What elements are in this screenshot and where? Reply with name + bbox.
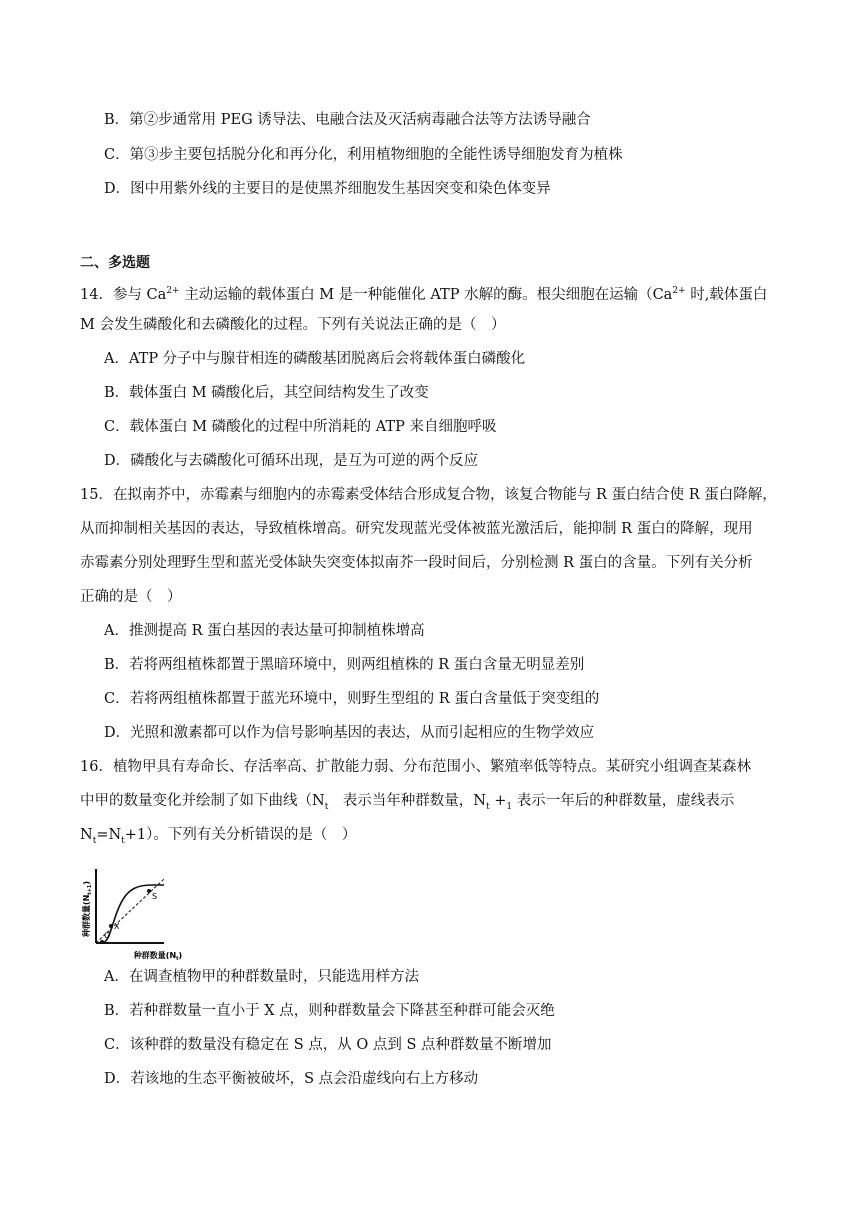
q14-text-c: 时,载体蛋白 (685, 286, 768, 303)
q16-line2-a: 中甲的数量变化并绘制了如下曲线（N (80, 793, 325, 809)
q16-line3-c: +1）。下列有关分析错误的是（ ） (124, 827, 357, 843)
q15-stem-line2: 从而抑制相关基因的表达，导致植株增高。研究发现蓝光受体被蓝光激活后，能抑制 R 蛋白的降解，现用 (80, 521, 753, 537)
q14-sup-2: 2+ (672, 286, 686, 296)
q14-stem-line1 (80, 281, 767, 305)
point-x-marker (109, 924, 113, 928)
q16-option-a: A．在调查植物甲的种群数量时，只能选用样方法 (104, 969, 419, 985)
q14-option-b: B．载体蛋白 M 磷酸化后，其空间结构发生了改变 (104, 385, 429, 401)
q16-line3-sub2: t (121, 835, 125, 846)
q14-stem-line2: M 会发生磷酸化和去磷酸化的过程。下列有关说法正确的是（ ） (80, 317, 506, 333)
q16-sub-2: t (486, 801, 490, 812)
q16-line2-c: + (489, 793, 507, 809)
q15-option-a: A．推测提高 R 蛋白基因的表达量可抑制植株增高 (104, 623, 425, 639)
q16-option-c: C．该种群的数量没有稳定在 S 点，从 O 点到 S 点种群数量不断增加 (104, 1037, 552, 1053)
q14-option-c: C．载体蛋白 M 磷酸化的过程中所消耗的 ATP 来自细胞呼吸 (104, 419, 497, 435)
q16-stem-line2 (80, 791, 734, 817)
q16-sub-1: t (324, 801, 329, 812)
q13-option-d: D．图中用紫外线的主要目的是使黑芥细胞发生基因突变和染色体变异 (104, 181, 551, 197)
q13-option-c: C．第③步主要包括脱分化和再分化，利用植物细胞的全能性诱导细胞发育为植株 (104, 147, 623, 163)
q15-stem-line3: 赤霉素分别处理野生型和蓝光受体缺失突变体拟南芥一段时间后，分别检测 R 蛋白的含量。下列有关分析 (80, 555, 753, 571)
q15-stem-line1: 15．在拟南芥中，赤霉素与细胞内的赤霉素受体结合形成复合物，该复合物能与 R 蛋白结合使 R 蛋白降解， (80, 487, 777, 503)
q14-option-a: A．ATP 分子中与腺苷相连的磷酸基团脱离后会将载体蛋白磷酸化 (104, 351, 526, 367)
q15-option-d: D．光照和激素都可以作为信号影响基因的表达，从而引起相应的生物学效应 (104, 725, 595, 741)
point-o-marker (100, 940, 104, 944)
q15-option-b: B．若将两组植株都置于黑暗环境中，则两组植株的 R 蛋白含量无明显差别 (104, 657, 585, 673)
point-o-label: O (104, 931, 111, 940)
q14-sup-1: 2+ (166, 286, 180, 296)
point-s-marker (147, 889, 151, 893)
q15-stem-line4: 正确的是（ ） (80, 589, 182, 605)
q16-line2-d: 表示一年后的种群数量，虚线表示 (512, 793, 735, 809)
q13-option-b: B．第②步通常用 PEG 诱导法、电融合法及灭活病毒融合法等方法诱导融合 (104, 112, 591, 128)
q16-option-d: D．若该地的生态平衡被破坏，S 点会沿虚线向右上方移动 (104, 1071, 479, 1087)
point-s-label: S (152, 892, 158, 901)
section-title: 二、多选题 (80, 255, 150, 271)
q16-line2-b: 表示当年种群数量，N (328, 793, 486, 809)
q16-option-b: B．若种群数量一直小于 X 点，则种群数量会下降甚至种群可能会灭绝 (104, 1003, 555, 1019)
q16-stem-line3 (80, 825, 356, 851)
q14-option-d: D．磷酸化与去磷酸化可循环出现，是互为可逆的两个反应 (104, 453, 479, 469)
q16-stem-line1: 16．植物甲具有寿命长、存活率高、扩散能力弱、分布范围小、繁殖率低等特点。某研究小组调查某森林 (80, 759, 751, 775)
q14-text-b: 主动运输的载体蛋白 M 是一种能催化 ATP 水解的酶。根尖细胞在运输（Ca (179, 286, 673, 303)
point-x-label: X (114, 922, 120, 931)
q16-line3-b: =N (96, 827, 122, 843)
x-axis-label: 种群数量$(N_t)$ (133, 951, 183, 962)
q16-line3-sub1: t (92, 835, 97, 846)
q16-sub-3: 1 (506, 801, 513, 812)
q14-text-a: 14．参与 Ca (80, 286, 167, 303)
q16-line3-a: N (80, 827, 93, 843)
population-curve-figure (80, 852, 230, 978)
q15-option-c: C．若将两组植株都置于蓝光环境中，则野生型组的 R 蛋白含量低于突变组的 (104, 691, 600, 707)
y-axis-label: 种群数量$(N_{t+1})$ (82, 880, 93, 938)
